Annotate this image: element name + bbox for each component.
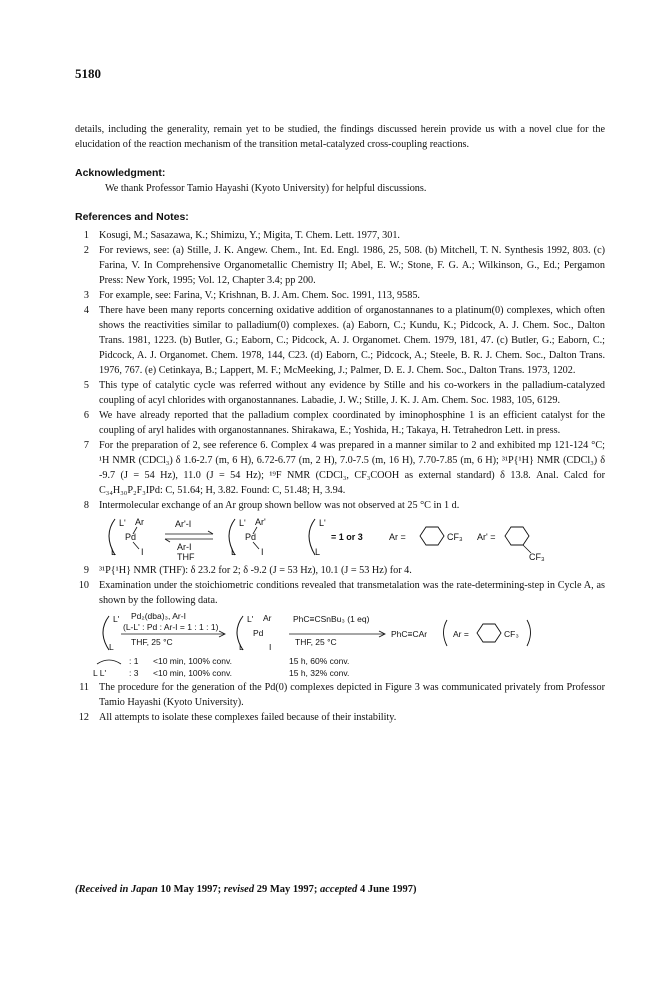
scheme-transmetalation-drawing xyxy=(75,610,605,678)
reference-text: Intermolecular exchange of an Ar group shown bellow was not observed at 25 °C in 1 d. xyxy=(99,500,460,511)
intro-paragraph: details, including the generality, remain yet to be studied, the findings discussed herein provide us with a novel clue for the elucidation of the reaction mechanism of the transition metal-catalyzed cross-coupling reactions. xyxy=(75,124,605,150)
reference-item xyxy=(75,243,605,288)
scheme10-iodide: I xyxy=(269,642,272,652)
reference-number: 12 xyxy=(78,712,89,723)
aryl-ring-icon xyxy=(505,527,529,545)
reference-item xyxy=(75,680,605,710)
reference-text: All attempts to isolate these complexes failed because of their instability. xyxy=(99,712,397,723)
scheme10-row2-time2: 15 h, 32% conv. xyxy=(289,668,350,678)
scheme10-row2-time1: <10 min, 100% conv. xyxy=(153,668,232,678)
scheme10-ratio: (L-L' : Pd : Ar-I = 1 : 1 : 1) xyxy=(123,622,219,632)
reference-text: The procedure for the generation of the Pd(0) complexes depicted in Figure 3 was communicated privately from Professor Tamio Hayashi (Kyoto University). xyxy=(99,682,605,708)
scheme8-ligand-bottom-3: L xyxy=(315,547,321,557)
reference-item xyxy=(75,438,605,498)
scheme10-product: PhC≡CAr xyxy=(391,629,428,639)
scheme10-ll-label: L L' xyxy=(93,668,107,678)
scheme8-metal-2: Pd xyxy=(245,532,257,542)
reference-text: There have been many reports concerning oxidative addition of organostannanes to a platinum(0) complexes, which often shows the reactivities similar to palladium(0) complexes. (a) Eaborn, C.; Kundu, K.; Pidcock, A. J. Chem. Soc., Dalton Trans. 1981, 1223. (b) Butler, G.; Eaborn, C.; Pidcock, A. J. Organomet. Chem. 1979, 181, 47. (c) Butler, G.; Eaborn, C.; Pidcock, A. J. Organomet. Chem. 1978, 144, C23. (d) Eaborn, C.; Pidcock, A.; Steele, B. R. J. Chem. Soc., Dalton Trans. 1976, 767. (e) Cetinkaya, B.; Lappert, M. F.; McMeeking, J.; Palmer, D. E. J. Chem. Soc., Dalton Trans. 1973, 1202. xyxy=(99,305,605,376)
scheme10-cf3: CF₃ xyxy=(504,629,519,639)
scheme8-solvent: THF xyxy=(177,552,195,561)
scheme8-ligand-top-3: L' xyxy=(319,518,326,528)
scheme10-complex-ligand-bottom: L xyxy=(239,642,244,652)
scheme-ar-exchange xyxy=(75,515,605,561)
scheme10-ligand-top: L' xyxy=(113,614,120,624)
scheme10-row2-label: : 3 xyxy=(129,668,139,678)
scheme8-cf3: CF₃ xyxy=(447,532,463,542)
reference-text: We have already reported that the palladium complex coordinated by iminophosphine 1 is an efficient catalyst for the coupling of aryl halides with organostannanes. Shirakawa, E.; Yoshida, H.; Takaya, H. Tetrahedron Lett. in press. xyxy=(99,410,605,436)
scheme10-row1-time1: <10 min, 100% conv. xyxy=(153,656,232,666)
reference-number: 10 xyxy=(78,580,89,591)
reference-item xyxy=(75,578,605,608)
reference-text: Kosugi, M.; Sasazawa, K.; Shimizu, Y.; Migita, T. Chem. Lett. 1977, 301. xyxy=(99,230,400,241)
reference-text: ³¹P{¹H} NMR (THF): δ 23.2 for 2; δ -9.2 (J = 53 Hz), 10.1 (J = 53 Hz) for 4. xyxy=(99,565,412,576)
scheme10-complex-ligand-top: L' xyxy=(247,614,254,624)
reference-item xyxy=(75,228,605,243)
reference-number: 1 xyxy=(83,230,89,241)
reference-text: Examination under the stoichiometric conditions revealed that transmetalation was the rate-determining-step in Cycle A, as shown by the following data. xyxy=(99,580,605,606)
scheme8-ligand-bottom-2: L xyxy=(231,547,237,557)
reference-item xyxy=(75,378,605,408)
scheme8-metal: Pd xyxy=(125,532,137,542)
reference-number: 3 xyxy=(83,290,89,301)
reference-number: 7 xyxy=(83,440,89,451)
reference-number: 4 xyxy=(83,305,89,316)
revised-label: revised xyxy=(223,884,255,895)
reference-item xyxy=(75,498,605,513)
scheme10-row1-label: : 1 xyxy=(129,656,139,666)
scheme8-iodide-2: I xyxy=(261,547,264,557)
reference-text: This type of catalytic cycle was referred without any evidence by Stille and his co-workers in the palladium-catalyzed coupling of acyl chlorides with organostannanes. Labadie, J. W.; Stille, J. K. J. Am. Chem. Soc. 1983, 105, 6129. xyxy=(99,380,605,406)
scheme8-ar-prime-def: Ar' = xyxy=(477,532,496,542)
revised-date: 29 May 1997; xyxy=(256,884,318,895)
reference-text: For example, see: Farina, V.; Krishnan, B. J. Am. Chem. Soc. 1991, 113, 9585. xyxy=(99,290,420,301)
scheme8-ar: Ar xyxy=(135,517,144,527)
aryl-ring-icon xyxy=(477,624,501,642)
reference-number: 11 xyxy=(79,682,89,693)
scheme8-ligand-bottom: L xyxy=(111,547,117,557)
reference-item xyxy=(75,288,605,303)
scheme8-arrow-top: Ar'-I xyxy=(175,519,192,529)
scheme10-ar-def: Ar = xyxy=(453,629,469,639)
reference-list xyxy=(75,228,605,725)
scheme10-metal: Pd xyxy=(253,628,264,638)
reference-text: For the preparation of 2, see reference 6. Complex 4 was prepared in a manner similar to 2 and exhibited mp 121-124 °C; ¹H NMR (CDCl₃) δ 1.6-2.7 (m, 6 H), 6.72-6.77 (m, 2 H), 7.0-7.5 (m, 16 H), 7.70-7.85 (m, 6 H); ³¹P{¹H} NMR (CDCl₃) δ -9.7 (J = 54 Hz), 11.0 (J = 54 Hz); ¹⁹F NMR (CDCl₃, CF₃COOH as external standard) δ 13.8. Anal. Calcd for C₃₄H₃₀P₂F₃IPd: C, 51.64; H, 3.82. Found: C, 51.48; H, 3.94. xyxy=(99,440,605,496)
scheme8-compound-label: = 1 or 3 xyxy=(331,532,363,542)
reference-item xyxy=(75,303,605,378)
received-label: (Received in Japan xyxy=(75,884,158,895)
reference-item xyxy=(75,710,605,725)
received-date: 10 May 1997; xyxy=(160,884,222,895)
scheme8-ar-def: Ar = xyxy=(389,532,406,542)
scheme8-cf3-2: CF₃ xyxy=(529,552,545,561)
scheme8-arrow-bottom: Ar-I xyxy=(177,542,192,552)
scheme8-ligand-top: L' xyxy=(119,518,126,528)
reference-number: 8 xyxy=(83,500,89,511)
reference-item xyxy=(75,563,605,578)
scheme-transmetalation xyxy=(75,610,605,678)
reference-number: 9 xyxy=(83,565,89,576)
reference-number: 5 xyxy=(83,380,89,391)
scheme-ar-exchange-drawing xyxy=(75,515,605,561)
scheme10-cond2: THF, 25 °C xyxy=(295,637,337,647)
scheme10-reagent1: Pd₂(dba)₃, Ar-I xyxy=(131,611,186,621)
scheme8-ligand-top-2: L' xyxy=(239,518,246,528)
accepted-date: 4 June 1997) xyxy=(359,884,417,895)
scheme10-reagent2: PhC≡CSnBu₃ (1 eq) xyxy=(293,614,370,624)
reference-number: 6 xyxy=(83,410,89,421)
references-heading: References and Notes: xyxy=(75,211,189,223)
received-dates xyxy=(75,884,417,895)
aryl-ring-icon xyxy=(420,527,444,545)
scheme8-iodide: I xyxy=(141,547,144,557)
reference-item xyxy=(75,408,605,438)
scheme10-ligand-bottom: L xyxy=(109,642,114,652)
article-body xyxy=(75,122,605,725)
reference-text: For reviews, see: (a) Stille, J. K. Angew. Chem., Int. Ed. Engl. 1986, 25, 508. (b) Mitchell, T. N. Synthesis 1992, 803. (c) Farina, V. In Comprehensive Organometallic Chemistry II; Abel, E. W.; Stone, F. G. A.; Wilkinson, G., Ed.; Pergamon Press: New York, 1995; Vol. 12, Chapter 3.4; pp 200. xyxy=(99,245,605,286)
scheme10-cond1: THF, 25 °C xyxy=(131,637,173,647)
accepted-label: accepted xyxy=(320,884,358,895)
scheme10-ar: Ar xyxy=(263,613,272,623)
reference-number: 2 xyxy=(83,245,89,256)
acknowledgment-heading: Acknowledgment: xyxy=(75,167,166,179)
page-number: 5180 xyxy=(75,66,101,81)
acknowledgment-text: We thank Professor Tamio Hayashi (Kyoto University) for helpful discussions. xyxy=(105,183,427,194)
scheme10-row1-time2: 15 h, 60% conv. xyxy=(289,656,350,666)
scheme8-ar-prime: Ar' xyxy=(255,517,266,527)
